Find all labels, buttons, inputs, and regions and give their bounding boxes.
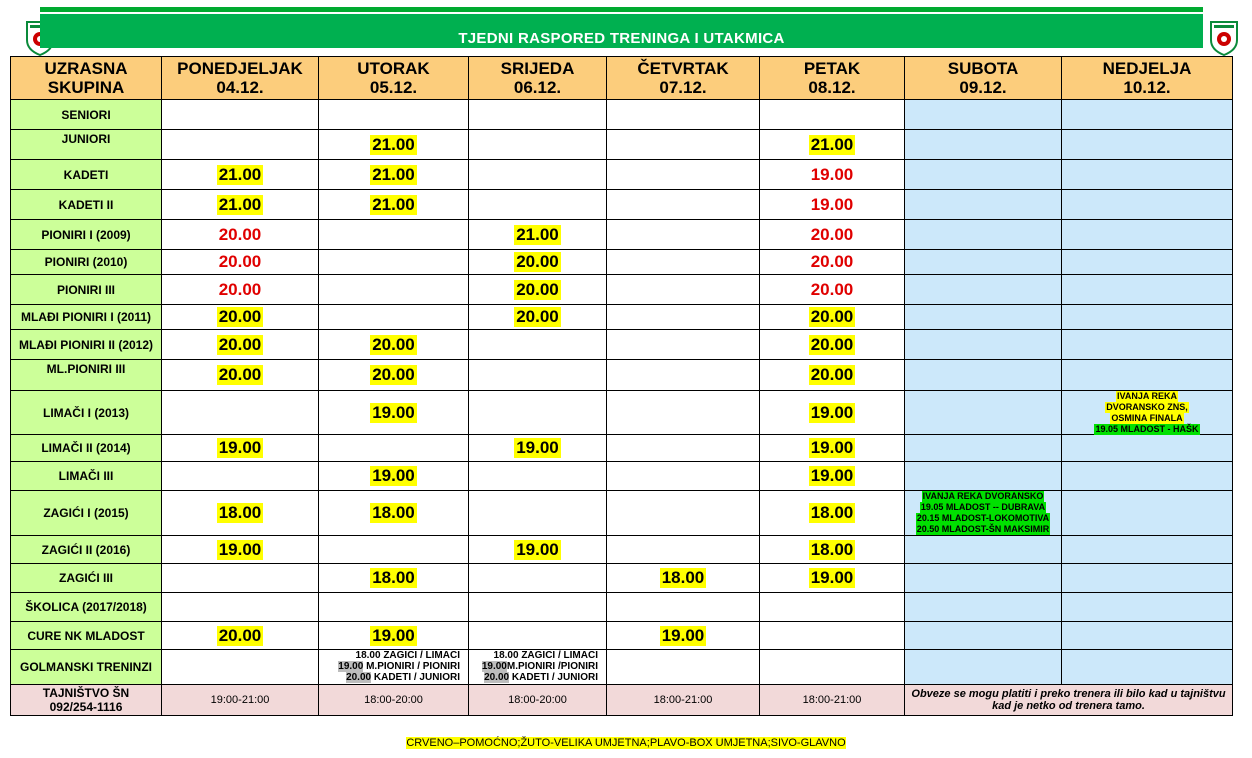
goalkeeper-groups: KADETI / JUNIORI (509, 672, 598, 683)
group-label: SENIORI (61, 107, 111, 122)
training-time: 19.00 (810, 466, 854, 485)
slot-ponedjeljak (162, 462, 319, 491)
slot-srijeda (469, 435, 607, 462)
training-time: 20.00 (218, 307, 262, 326)
group-label: ML.PIONIRI III (46, 362, 126, 376)
header-group-label: SKUPINA (47, 78, 125, 97)
slot-petak (760, 491, 905, 536)
header-day-petak (760, 56, 905, 100)
slot-ponedjeljak (162, 250, 319, 275)
goalkeeper-line (356, 650, 460, 661)
slot-ponedjeljak (162, 190, 319, 220)
slot-cetvrtak (607, 250, 760, 275)
slot-subota (905, 100, 1062, 130)
office-hours: 19:00-21:00 (210, 694, 270, 706)
event-line: DVORANSKO ZNS, (1106, 401, 1188, 412)
slot-srijeda (469, 220, 607, 250)
header-group-label: UZRASNA (44, 59, 128, 78)
title-bar (40, 14, 1203, 48)
slot-nedjelja (1062, 250, 1233, 275)
slot-ponedjeljak (162, 305, 319, 330)
training-time: 20.00 (218, 365, 262, 384)
slot-utorak (319, 275, 469, 305)
slot-petak (760, 391, 905, 435)
day-name: ČETVRTAK (637, 59, 729, 78)
slot-srijeda (469, 275, 607, 305)
header-day-utorak (319, 56, 469, 100)
slot-cetvrtak (607, 491, 760, 536)
training-time: 20.00 (810, 307, 854, 326)
slot-cetvrtak (607, 650, 760, 685)
goalkeeper-line (482, 661, 598, 672)
day-name: NEDJELJA (1102, 59, 1192, 78)
slot-nedjelja (1062, 160, 1233, 190)
slot-subota (905, 536, 1062, 564)
slot-utorak (319, 622, 469, 650)
slot-petak (760, 275, 905, 305)
slot-petak (760, 536, 905, 564)
slot-srijeda (469, 130, 607, 160)
office-hours-ponedjeljak (162, 685, 319, 716)
slot-cetvrtak (607, 160, 760, 190)
goalkeeper-time: 19.00 (338, 661, 364, 672)
group-cell (10, 622, 162, 650)
day-date: 04.12. (216, 78, 264, 97)
goalkeeper-time: 18.00 (355, 650, 381, 661)
slot-subota (905, 220, 1062, 250)
slot-subota (905, 564, 1062, 593)
slot-cetvrtak (607, 391, 760, 435)
header-day-nedjelja (1062, 56, 1233, 100)
training-time: 18.00 (661, 568, 705, 587)
group-label: ŠKOLICA (2017/2018) (25, 600, 147, 614)
training-time: 19.00 (661, 625, 705, 645)
goalkeeper-groups: KADETI / JUNIORI (371, 672, 460, 683)
day-name: SRIJEDA (500, 59, 575, 78)
day-date: 05.12. (369, 78, 418, 97)
slot-srijeda (469, 462, 607, 491)
training-time: 19.00 (810, 568, 854, 587)
training-time: 21.00 (218, 194, 262, 214)
group-label: PIONIRI III (56, 282, 115, 297)
slot-subota (905, 190, 1062, 220)
slot-srijeda (469, 250, 607, 275)
group-label: LIMAČI II (2014) (41, 441, 131, 455)
group-label: ZAGIĆI II (2016) (41, 542, 131, 557)
slot-nedjelja (1062, 360, 1233, 391)
slot-srijeda (469, 360, 607, 391)
slot-petak (760, 360, 905, 391)
training-time: 21.00 (810, 134, 854, 154)
event-line: IVANJA REKA (1116, 390, 1177, 401)
goalkeeper-line (338, 661, 460, 672)
day-date: 10.12. (1123, 78, 1171, 97)
slot-cetvrtak (607, 593, 760, 622)
header-group-cell (10, 56, 162, 100)
group-cell (10, 491, 162, 536)
group-label: LIMAČI I (2013) (42, 405, 129, 420)
goalkeeper-line (494, 650, 598, 661)
group-label: LIMAČI III (58, 469, 114, 483)
slot-nedjelja (1062, 220, 1233, 250)
slot-utorak (319, 250, 469, 275)
slot-petak (760, 130, 905, 160)
slot-petak (760, 593, 905, 622)
goalkeeper-groups: ZAGICI / LIMACI (518, 650, 598, 661)
slot-subota (905, 491, 1062, 536)
slot-nedjelja (1062, 491, 1233, 536)
event-line: IVANJA REKA DVORANSKO (922, 491, 1044, 501)
slot-subota (905, 160, 1062, 190)
slot-petak (760, 462, 905, 491)
training-time: 19.00 (218, 539, 262, 559)
slot-utorak (319, 160, 469, 190)
training-time: 20.00 (218, 279, 262, 299)
slot-cetvrtak (607, 275, 760, 305)
office-hours: 18:00-21:00 (802, 694, 862, 706)
slot-cetvrtak (607, 305, 760, 330)
training-time: 18.00 (372, 503, 415, 522)
slot-nedjelja (1062, 100, 1233, 130)
slot-cetvrtak (607, 190, 760, 220)
event-line: 20.15 MLADOST-LOKOMOTIVA (916, 513, 1050, 523)
schedule-table (10, 56, 1233, 716)
training-time: 21.00 (372, 194, 415, 214)
legend-text: CRVENO–POMOĆNO;ŽUTO-VELIKA UMJETNA;PLAVO-BOX UMJETNA;SIVO-GLAVNO (406, 737, 846, 749)
slot-cetvrtak (607, 360, 760, 391)
training-time: 21.00 (372, 134, 415, 154)
slot-ponedjeljak (162, 391, 319, 435)
goalkeeper-time: 20.00 (346, 672, 372, 683)
training-time: 21.00 (372, 164, 415, 184)
slot-nedjelja (1062, 650, 1233, 685)
slot-petak (760, 220, 905, 250)
training-time: 19.00 (218, 438, 262, 457)
training-time: 20.00 (810, 252, 854, 271)
header-day-cetvrtak (607, 56, 760, 100)
slot-subota (905, 650, 1062, 685)
slot-ponedjeljak (162, 130, 319, 160)
training-time: 20.00 (218, 334, 262, 354)
slot-ponedjeljak (162, 220, 319, 250)
slot-ponedjeljak (162, 435, 319, 462)
group-label: ZAGIĆI III (59, 571, 113, 585)
slot-utorak (319, 360, 469, 391)
slot-cetvrtak (607, 130, 760, 160)
group-cell (10, 650, 162, 685)
slot-utorak (319, 391, 469, 435)
slot-srijeda (469, 100, 607, 130)
slot-srijeda (469, 650, 607, 685)
training-time: 19.00 (810, 164, 854, 184)
slot-utorak (319, 435, 469, 462)
training-time: 19.00 (810, 402, 854, 422)
event-line: 20.50 MLADOST-ŠN MAKSIMIR (916, 524, 1050, 534)
slot-cetvrtak (607, 462, 760, 491)
slot-petak (760, 564, 905, 593)
slot-ponedjeljak (162, 360, 319, 391)
slot-nedjelja (1062, 275, 1233, 305)
slot-subota (905, 275, 1062, 305)
group-label: ZAGIĆI I (2015) (43, 506, 129, 520)
payment-note: Obveze se mogu platiti i preko trenera ili bilo kad u tajništvu kad je netko od trenera tamo. (911, 688, 1226, 712)
event-line: 19.05 MLADOST -- DUBRAVA (920, 502, 1046, 512)
slot-cetvrtak (607, 220, 760, 250)
training-time: 21.00 (516, 224, 559, 244)
slot-srijeda (469, 330, 607, 360)
slot-ponedjeljak (162, 330, 319, 360)
day-date: 09.12. (959, 78, 1007, 97)
group-cell (10, 275, 162, 305)
office-label: TAJNIŠTVO ŠN (42, 686, 130, 700)
slot-subota (905, 391, 1062, 435)
day-name: UTORAK (357, 59, 430, 78)
group-label: GOLMANSKI TRENINZI (20, 660, 152, 674)
slot-ponedjeljak (162, 564, 319, 593)
slot-ponedjeljak (162, 593, 319, 622)
office-phone: 092/254-1116 (49, 700, 123, 714)
slot-nedjelja (1062, 564, 1233, 593)
slot-nedjelja (1062, 130, 1233, 160)
slot-utorak (319, 536, 469, 564)
slot-petak (760, 330, 905, 360)
group-label: KADETI (63, 167, 109, 182)
slot-cetvrtak (607, 536, 760, 564)
slot-nedjelja (1062, 190, 1233, 220)
office-hours-utorak (319, 685, 469, 716)
header-day-ponedjeljak (162, 56, 319, 100)
slot-petak (760, 100, 905, 130)
goalkeeper-schedule (469, 650, 606, 684)
slot-ponedjeljak (162, 536, 319, 564)
training-time: 20.00 (810, 365, 854, 384)
day-date: 07.12. (659, 78, 707, 97)
page-title: TJEDNI RASPORED TRENINGA I UTAKMICA (458, 30, 785, 47)
slot-cetvrtak (607, 622, 760, 650)
training-time: 18.00 (810, 503, 854, 522)
group-cell (10, 462, 162, 491)
day-date: 06.12. (513, 78, 562, 97)
slot-nedjelja (1062, 536, 1233, 564)
training-time: 18.00 (218, 503, 262, 522)
slot-petak (760, 435, 905, 462)
slot-nedjelja (1062, 622, 1233, 650)
training-time: 20.00 (372, 334, 415, 354)
slot-petak (760, 650, 905, 685)
slot-cetvrtak (607, 435, 760, 462)
slot-srijeda (469, 391, 607, 435)
group-cell (10, 250, 162, 275)
slot-subota (905, 130, 1062, 160)
training-time: 19.00 (516, 539, 559, 559)
training-time: 20.00 (810, 334, 854, 354)
training-time: 20.00 (516, 279, 559, 299)
goalkeeper-groups: M.PIONIRI /PIONIRI (506, 661, 598, 672)
day-name: PONEDJELJAK (177, 59, 303, 78)
slot-utorak (319, 564, 469, 593)
slot-ponedjeljak (162, 100, 319, 130)
slot-subota (905, 593, 1062, 622)
group-cell (10, 305, 162, 330)
group-cell (10, 190, 162, 220)
group-label: MLAĐI PIONIRI I (2011) (20, 310, 152, 324)
slot-cetvrtak (607, 330, 760, 360)
group-cell (10, 100, 162, 130)
slot-subota (905, 330, 1062, 360)
slot-utorak (319, 190, 469, 220)
weekend-note-cell (905, 685, 1233, 716)
group-cell (10, 330, 162, 360)
slot-nedjelja (1062, 305, 1233, 330)
slot-petak (760, 622, 905, 650)
slot-petak (760, 305, 905, 330)
slot-petak (760, 250, 905, 275)
training-time: 19.00 (810, 438, 854, 457)
slot-cetvrtak (607, 564, 760, 593)
slot-utorak (319, 593, 469, 622)
group-label: CURE NK MLADOST (27, 628, 145, 643)
training-time: 19.00 (372, 402, 415, 422)
match-event (1094, 391, 1199, 435)
slot-petak (760, 160, 905, 190)
slot-nedjelja (1062, 391, 1233, 435)
group-cell (10, 564, 162, 593)
slot-utorak (319, 220, 469, 250)
office-hours: 18:00-20:00 (508, 694, 567, 706)
training-time: 19.00 (516, 438, 559, 457)
training-time: 20.00 (810, 279, 854, 299)
group-cell (10, 360, 162, 391)
day-date: 08.12. (808, 78, 856, 97)
slot-subota (905, 360, 1062, 391)
slot-subota (905, 622, 1062, 650)
slot-ponedjeljak (162, 275, 319, 305)
training-time: 19.00 (810, 194, 854, 214)
group-cell (10, 593, 162, 622)
slot-srijeda (469, 160, 607, 190)
slot-utorak (319, 491, 469, 536)
training-time: 20.00 (218, 252, 262, 271)
office-hours: 18:00-20:00 (364, 694, 423, 706)
group-label: MLAĐI PIONIRI II (2012) (18, 337, 154, 352)
slot-subota (905, 435, 1062, 462)
slot-srijeda (469, 190, 607, 220)
training-time: 19.00 (372, 625, 415, 645)
training-time: 20.00 (218, 224, 262, 244)
slot-petak (760, 190, 905, 220)
slot-srijeda (469, 564, 607, 593)
slot-utorak (319, 130, 469, 160)
group-label: JUNIORI (61, 132, 111, 146)
slot-subota (905, 305, 1062, 330)
group-cell (10, 435, 162, 462)
event-line: 19.05 MLADOST - HAŠK (1095, 423, 1199, 434)
goalkeeper-schedule (319, 650, 468, 684)
header-day-subota (905, 56, 1062, 100)
training-time: 20.00 (810, 224, 854, 244)
group-label: PIONIRI I (2009) (41, 227, 131, 242)
slot-srijeda (469, 305, 607, 330)
office-hours: 18:00-21:00 (653, 694, 713, 706)
group-label: PIONIRI (2010) (44, 255, 128, 269)
office-hours-petak (760, 685, 905, 716)
training-time: 18.00 (372, 568, 415, 587)
group-cell (10, 130, 162, 160)
footer-office-cell (10, 685, 162, 716)
slot-utorak (319, 462, 469, 491)
training-time: 20.00 (516, 307, 559, 326)
training-time: 20.00 (372, 365, 415, 384)
slot-ponedjeljak (162, 650, 319, 685)
training-time: 20.00 (218, 625, 262, 645)
training-time: 21.00 (218, 164, 262, 184)
slot-srijeda (469, 536, 607, 564)
day-name: SUBOTA (947, 59, 1019, 78)
club-crest-icon (1209, 20, 1239, 56)
title-top-rule (40, 7, 1203, 12)
slot-utorak (319, 330, 469, 360)
training-time: 18.00 (810, 539, 854, 559)
goalkeeper-line (484, 672, 598, 683)
slot-srijeda (469, 491, 607, 536)
group-cell (10, 391, 162, 435)
slot-utorak (319, 650, 469, 685)
goalkeeper-groups: ZAGICI / LIMACI (380, 650, 460, 661)
slot-nedjelja (1062, 330, 1233, 360)
training-time: 19.00 (372, 466, 415, 485)
slot-ponedjeljak (162, 622, 319, 650)
slot-nedjelja (1062, 462, 1233, 491)
group-cell (10, 536, 162, 564)
event-line: OSMINA FINALA (1111, 412, 1183, 423)
slot-srijeda (469, 622, 607, 650)
slot-ponedjeljak (162, 160, 319, 190)
slot-subota (905, 462, 1062, 491)
color-legend (0, 737, 1252, 749)
slot-cetvrtak (607, 100, 760, 130)
goalkeeper-time: 20.00 (484, 672, 510, 683)
group-cell (10, 220, 162, 250)
goalkeeper-line (346, 672, 460, 683)
goalkeeper-time: 18.00 (493, 650, 519, 661)
match-event (916, 491, 1051, 535)
group-cell (10, 160, 162, 190)
goalkeeper-time: 19.00 (481, 661, 507, 672)
slot-utorak (319, 100, 469, 130)
day-name: PETAK (803, 59, 861, 78)
slot-srijeda (469, 593, 607, 622)
slot-nedjelja (1062, 593, 1233, 622)
slot-nedjelja (1062, 435, 1233, 462)
header-day-srijeda (469, 56, 607, 100)
slot-ponedjeljak (162, 491, 319, 536)
office-hours-cetvrtak (607, 685, 760, 716)
slot-subota (905, 250, 1062, 275)
goalkeeper-groups: M.PIONIRI / PIONIRI (363, 661, 460, 672)
training-time: 20.00 (516, 252, 559, 271)
slot-utorak (319, 305, 469, 330)
office-hours-srijeda (469, 685, 607, 716)
group-label: KADETI II (58, 197, 114, 212)
